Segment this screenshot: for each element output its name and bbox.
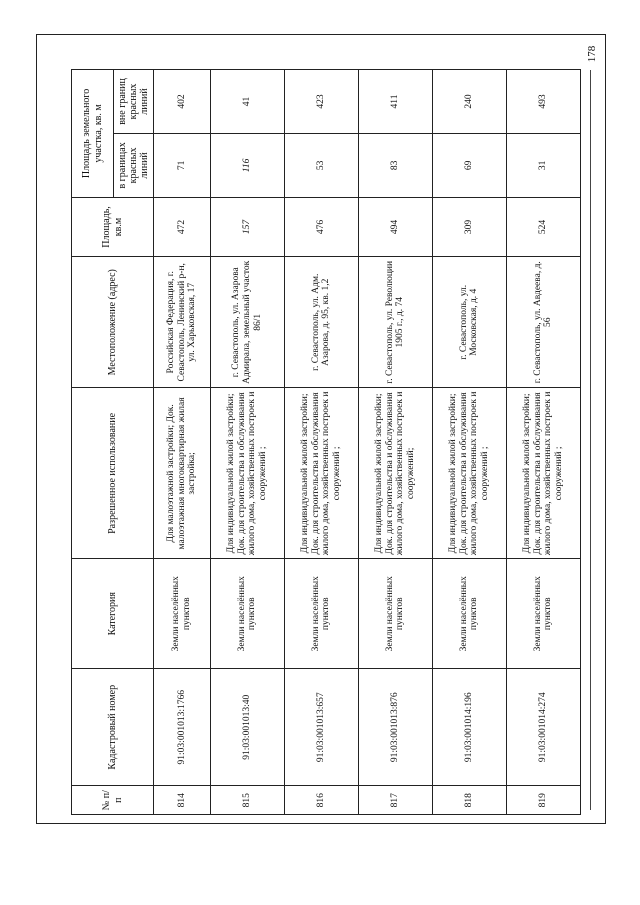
cell-usage: Для индивидуальной жилой застройки; Док. для строительства и обслуживания жилого дома, хозяйственных построек и сооружений ;: [506, 388, 580, 559]
table-row: [284, 70, 358, 815]
cell-location: г. Севастополь, ул. Революции 1905 г., д. 74: [358, 257, 432, 388]
cell-usage: Для индивидуальной жилой застройки; Док. для строительства и обслуживания жилого дома, хозяйственных построек и сооружений ;: [210, 388, 284, 559]
rotated-table-container: [71, 69, 581, 815]
margin-rule: [590, 70, 591, 810]
cell-category: Земли населённых пунктов: [210, 559, 284, 669]
cell-inside: 31: [506, 133, 580, 197]
cell-location: г. Севастополь, ул. Московская, д. 4: [432, 257, 506, 388]
cell-location: Российская Федерация, г. Севастополь, Ленинский р-н, ул. Харьковская, 17: [154, 257, 211, 388]
cell-area: 494: [358, 197, 432, 256]
land-plots-table: [71, 69, 581, 815]
header-row-top: [72, 70, 114, 815]
cell-cadastral: 91:03:001014:274: [506, 668, 580, 786]
cell-inside: 69: [432, 133, 506, 197]
cell-inside: 83: [358, 133, 432, 197]
cell-outside: 423: [284, 70, 358, 134]
cell-location: г. Севастополь, ул. Авдеева, д. 56: [506, 257, 580, 388]
cell-outside: 41: [210, 70, 284, 134]
cell-num: 817: [358, 786, 432, 815]
cell-usage: Для индивидуальной жилой застройки; Док. для строительства и обслуживания жилого дома, хозяйственных построек и сооружений ;: [284, 388, 358, 559]
header-num: № п/п: [72, 786, 154, 815]
cell-area: 524: [506, 197, 580, 256]
cell-area: 472: [154, 197, 211, 256]
cell-num: 815: [210, 786, 284, 815]
cell-outside: 411: [358, 70, 432, 134]
cell-category: Земли населённых пунктов: [284, 559, 358, 669]
cell-inside: 116: [210, 133, 284, 197]
header-inside: в границах красных линий: [114, 133, 154, 197]
cell-num: 819: [506, 786, 580, 815]
cell-area: 309: [432, 197, 506, 256]
header-area: Площадь, кв.м: [72, 197, 154, 256]
table-row: [210, 70, 284, 815]
cell-outside: 402: [154, 70, 211, 134]
header-cadastral: Кадастровый номер: [72, 668, 154, 786]
header-category: Категория: [72, 559, 154, 669]
cell-usage: Для индивидуальной жилой застройки; Док. для строительства и обслуживания жилого дома, хозяйственных построек и сооружений;: [358, 388, 432, 559]
cell-category: Земли населённых пунктов: [358, 559, 432, 669]
cell-num: 818: [432, 786, 506, 815]
header-plot-area: Площадь земельного участка, кв. м: [72, 70, 114, 198]
cell-location: г. Севастополь, ул. Адм. Азарова, д. 95, кв. 1,2: [284, 257, 358, 388]
cell-area: 157: [210, 197, 284, 256]
cell-usage: Для индивидуальной жилой застройки; Док. для строительства и обслуживания жилого дома, хозяйственных построек и сооружений ;: [432, 388, 506, 559]
cell-inside: 71: [154, 133, 211, 197]
cell-outside: 240: [432, 70, 506, 134]
table-row: [506, 70, 580, 815]
table-row: [358, 70, 432, 815]
cell-inside: 53: [284, 133, 358, 197]
header-outside: вне границ красных линий: [114, 70, 154, 134]
cell-area: 476: [284, 197, 358, 256]
cell-outside: 493: [506, 70, 580, 134]
cell-usage: Для малоэтажной застройки; Док. малоэтажная многоквартирная жилая застройка;: [154, 388, 211, 559]
cell-cadastral: 91:03:001013:1766: [154, 668, 211, 786]
cell-cadastral: 91:03:001013:40: [210, 668, 284, 786]
cell-location: г. Севастополь, ул. Азарова Адмирала, земельный участок 86/1: [210, 257, 284, 388]
cell-num: 816: [284, 786, 358, 815]
cell-cadastral: 91:03:001013:876: [358, 668, 432, 786]
table-row: [432, 70, 506, 815]
cell-cadastral: 91:03:001014:196: [432, 668, 506, 786]
cell-cadastral: 91:03:001013:657: [284, 668, 358, 786]
page-number: 178: [586, 45, 598, 63]
header-usage: Разрешенное использование: [72, 388, 154, 559]
table-row: [154, 70, 211, 815]
cell-category: Земли населённых пунктов: [506, 559, 580, 669]
cell-num: 814: [154, 786, 211, 815]
cell-category: Земли населённых пунктов: [432, 559, 506, 669]
header-location: Местоположение (адрес): [72, 257, 154, 388]
cell-category: Земли населённых пунктов: [154, 559, 211, 669]
